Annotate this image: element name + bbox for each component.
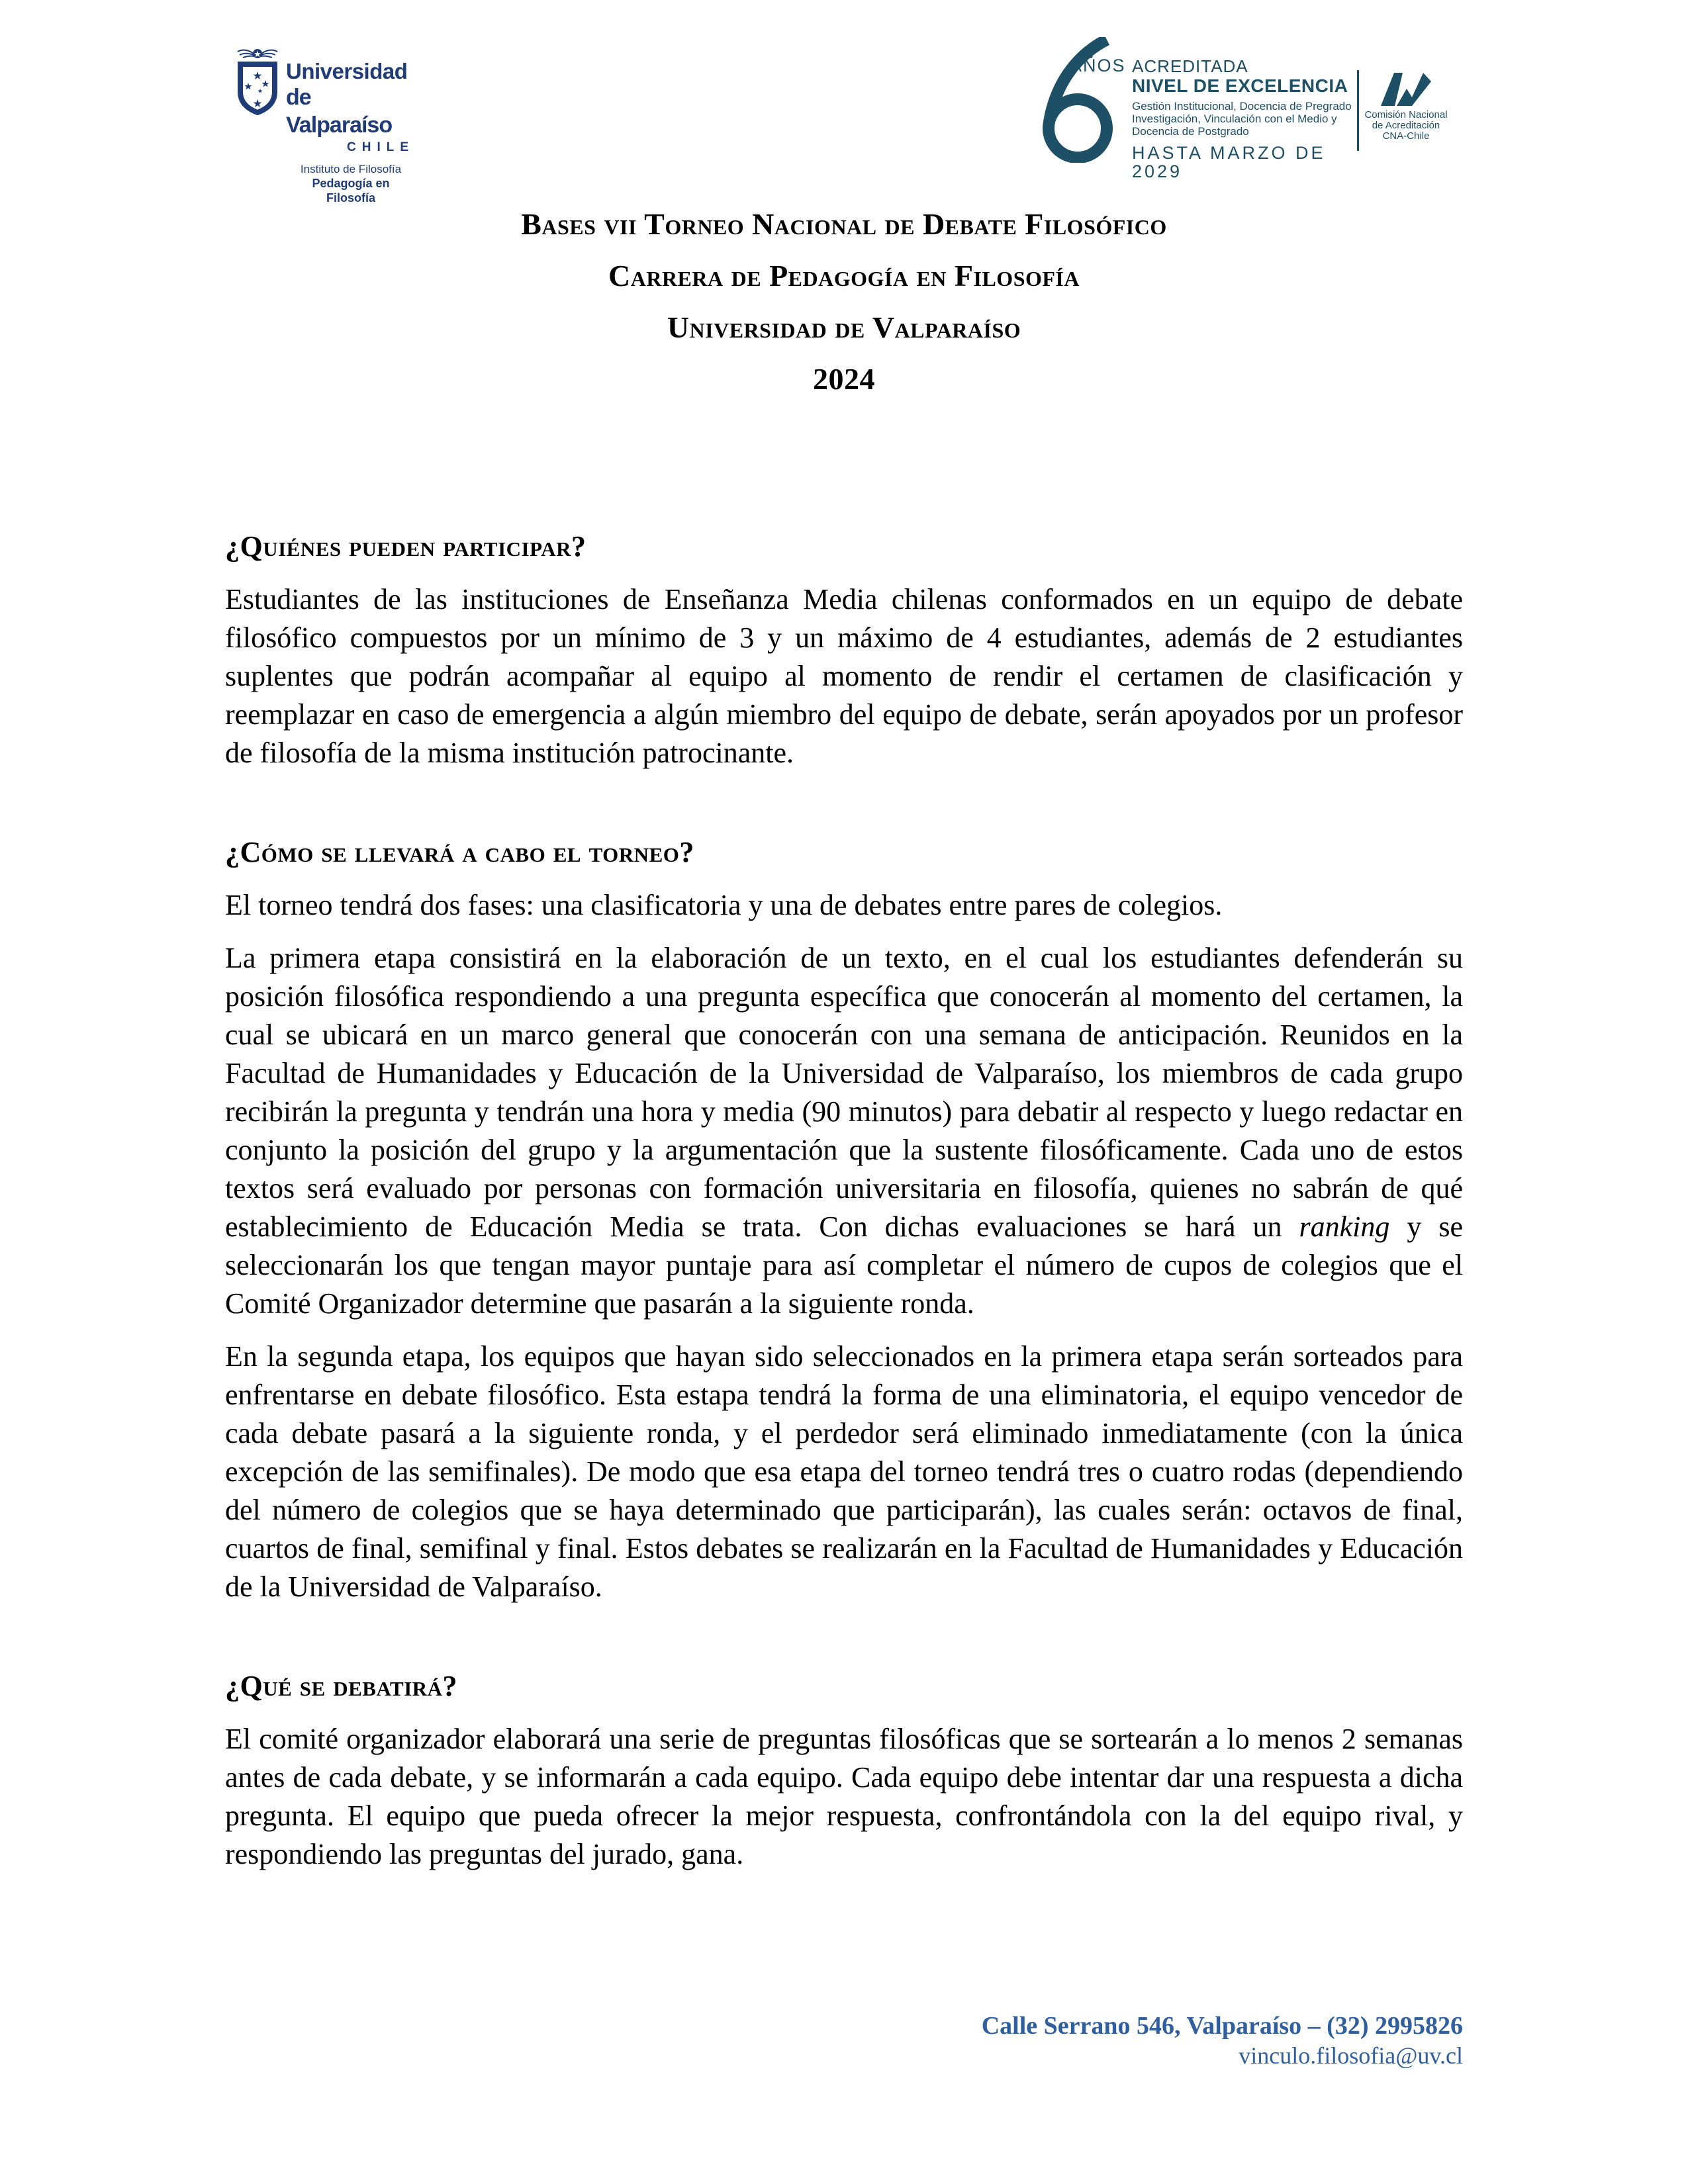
- title-line-year: 2024: [813, 362, 875, 396]
- uv-logo-name-line1: Universidad: [286, 59, 408, 83]
- paragraph-torneo-fases: El torneo tendrá dos fases: una clasificatoria y una de debates entre pares de colegios.: [225, 889, 1223, 921]
- title-line-1: Bases vii Torneo Nacional de Debate Filosófico: [521, 207, 1167, 241]
- paragraph-participants: Estudiantes de las instituciones de Enseñanza Media chilenas conformados en un equipo de debate filosófico compuestos por un mínimo de 3 y un máximo de 4 estudiantes, además de 2 estudiantes suplentes que podrán acompañar al equipo al momento de rendir el certamen de clasificación y reemplazar en caso de emergencia a algún miembro del equipo de debate, serán apoyados por un profesor de filosofía de la misma institución patrocinante.: [225, 583, 1463, 769]
- accreditation-years-label: AÑOS: [1070, 56, 1126, 75]
- paragraph-primera-etapa: [225, 939, 1463, 1323]
- document-title-block: [225, 199, 1463, 405]
- accreditation-valid-until: HASTA MARZO DE 2029: [1132, 143, 1326, 181]
- heading-quienes-pueden-participar: ¿Quiénes pueden participar?: [225, 530, 586, 563]
- accreditation-text-block: [1132, 57, 1357, 181]
- paragraph-primera-etapa-pre: La primera etapa consistirá en la elaboración de un texto, en el cual los estudiantes defenderán su posición filosófica respondiendo a una pregunta específica que conocerán al momento del certamen, la cual se ubicará en un marco general que conocerán con una semana de anticipación. Reunidos en la Facultad de Humanidades y Educación de la Universidad de Valparaíso, los miembros de cada grupo recibirán la pregunta y tendrán una hora y media (90 minutos) para debatir al respecto y luego redactar en conjunto la posición del grupo y la argumentación que la sustente filosóficamente. Cada uno de estos textos será evaluado por personas con formación universitaria en filosofía, quienes no sabrán de qué establecimiento de Educación Media se trata. Con dichas evaluaciones se hará un: [225, 942, 1463, 1243]
- accreditation-status: ACREDITADA: [1132, 56, 1248, 76]
- uv-logo-country: CHILE: [347, 140, 414, 154]
- uv-logo-institute: Instituto de Filosofía: [300, 163, 402, 175]
- accreditation-areas-line2: Investigación, Vinculación con el Medio y: [1132, 113, 1337, 125]
- ranking-italic-term: ranking: [1299, 1210, 1390, 1243]
- accreditation-level: NIVEL DE EXCELENCIA: [1132, 75, 1348, 96]
- cna-block: [1358, 71, 1454, 142]
- uv-shield-icon: [237, 61, 278, 115]
- paragraph-segunda-etapa: En la segunda etapa, los equipos que hayan sido seleccionados en la primera etapa serán sorteados para enfrentarse en debate filosófico. Esta estapa tendrá la forma de una eliminatoria, el equipo vencedor de cada debate pasará a la siguiente ronda, y el perdedor será eliminado inmediatamente (con la única excepción de las semifinales). De modo que esa etapa del torneo tendrá tres o cuatro rodas (dependiendo del número de colegios que se haya determinado que participarán), las cuales serán: octavos de final, cuartos de final, semifinal y final. Estos debates se realizarán en la Facultad de Humanidades y Educación de la Universidad de Valparaíso.: [225, 1340, 1463, 1603]
- accreditation-areas: [1132, 100, 1357, 138]
- page-footer: [982, 2011, 1463, 2070]
- uv-logo-name-line2: de Valparaíso: [286, 85, 393, 138]
- uv-logo: [237, 48, 416, 205]
- uv-logo-program: Pedagogía en Filosofía: [312, 177, 390, 205]
- uv-wings-star-icon: [237, 48, 278, 60]
- accreditation-areas-line1: Gestión Institucional, Docencia de Pregrado: [1132, 100, 1352, 113]
- cna-logo-icon: [1380, 71, 1432, 107]
- title-line-2: Carrera de Pedagogía en Filosofía: [608, 259, 1080, 293]
- uv-logo-text: [286, 48, 416, 205]
- cna-name-line1: Comisión Nacional: [1364, 109, 1448, 120]
- title-line-3: Universidad de Valparaíso: [667, 310, 1021, 344]
- heading-como-se-llevara-a-cabo: ¿Cómo se llevará a cabo el torneo?: [225, 836, 694, 868]
- footer-address: Calle Serrano 546, Valparaíso – (32) 2995826: [981, 2012, 1463, 2040]
- cna-name-line3: CNA-Chile: [1382, 130, 1430, 142]
- accreditation-areas-line3: Docencia de Postgrado: [1132, 125, 1249, 138]
- paragraph-primera-etapa-post: y se seleccionarán los que tengan mayor puntaje para así completar el número de cupos de colegios que el Comité Organizador determine que pasarán a la siguiente ronda.: [225, 1210, 1463, 1320]
- document-body: [225, 527, 1463, 1874]
- accreditation-badge: [1027, 32, 1464, 181]
- paragraph-debate: El comité organizador elaborará una serie de preguntas filosóficas que se sortearán a lo menos 2 semanas antes de cada debate, y se informarán a cada equipo. Cada equipo debe intentar dar una respuesta a dicha pregunta. El equipo que pueda ofrecer la mejor respuesta, confrontándola con la del equipo rival, y respondiendo las preguntas del jurado, gana.: [225, 1723, 1463, 1870]
- uv-emblem: [237, 48, 279, 115]
- heading-que-se-debatira: ¿Qué se debatirá?: [225, 1670, 458, 1702]
- cna-name-line2: de Acreditación: [1372, 120, 1440, 131]
- footer-email: vinculo.filosofia@uv.cl: [1239, 2042, 1463, 2069]
